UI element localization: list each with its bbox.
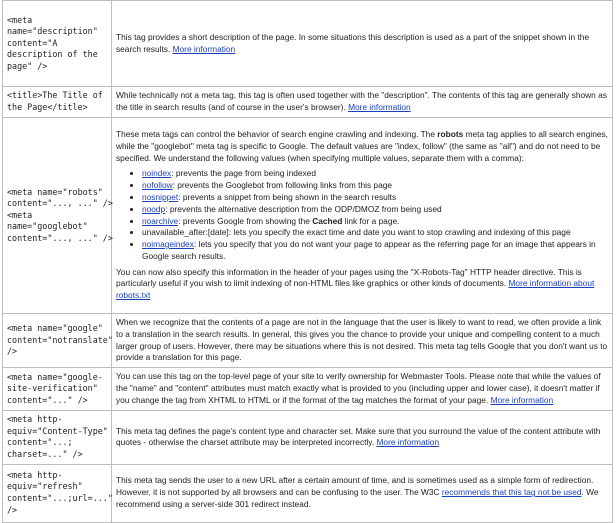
value-link-noimageindex[interactable]: noimageindex <box>142 239 194 250</box>
value-description: unavailable_after:[date]: lets you specify the exact time and date you want to stop crawling and indexing of this page <box>142 227 571 238</box>
description-cell <box>112 1 613 87</box>
list-item <box>142 216 608 228</box>
list-item <box>142 227 608 239</box>
value-description: : prevents the alternative description from the ODP/DMOZ from being used <box>165 203 442 214</box>
list-item <box>142 204 608 216</box>
list-item <box>142 192 608 204</box>
meta-tags-table <box>2 0 613 523</box>
value-description: : prevents the Googlebot from following links from this page <box>172 180 392 191</box>
list-item <box>142 239 608 263</box>
description-text: This tag provides a short description of the page. In some situations this description is used as a part of the snippet shown in the search results. <box>116 31 590 54</box>
description-text: When we recognize that the contents of a page are not in the language that the user is likely to want to read, we often provide a link to a translation in the search results. In general, this gives you the chance to provide your unique and compelling content to a much larger group of users. However, there may be situations where this is not desired. This meta tag tells Google that you don't want us to provide a translation for this page. <box>116 317 608 363</box>
intro-text-continued: meta tag applies to all search engines, while the "googlebot" meta tag is specific to Google. The default values are "index, follow" (the same as "all") and do not need to be specified. We understand the following values (when specifying multiple values, separate them with a comma): <box>116 128 608 163</box>
meta-tags-table-container <box>2 0 613 523</box>
table-row-description <box>3 1 613 87</box>
description-text: You can use this tag on the top-level page of your site to verify ownership for Webmaster Tools. Please note that while the values of the "name" and "content" attributes must match exactly what is provided to you (including upper and lower case), it doesn't matter if you change the tag from XHTML to HTML or if the format of the tag matches the format of your page. <box>116 371 601 406</box>
more-information-link[interactable]: More information <box>348 102 411 112</box>
robots-values-list <box>116 168 608 262</box>
code-cell: <meta name="google- site-verification" content="..." /> <box>3 368 112 411</box>
code-cell: <title>The Title of the Page</title> <box>3 87 112 118</box>
table-row-site-verification <box>3 368 613 411</box>
description-text: While technically not a meta tag, this tag is often used together with the "description". The contents of this tag are generally shown as the title in search results (and of course in the user's browser). <box>116 90 607 112</box>
table-row-title <box>3 87 613 118</box>
intro-text: These meta tags can control the behavior of search engine crawling and indexing. The <box>116 128 438 139</box>
code-cell: <meta http- equiv="refresh" content="...;url=..." /> <box>3 464 112 522</box>
value-description: : prevents the page from being indexed <box>171 168 316 179</box>
description-cell <box>112 87 613 118</box>
w3c-recommendation-link[interactable]: recommends that this tag not be used <box>441 487 582 498</box>
value-link-noindex[interactable]: noindex <box>142 168 172 179</box>
outro-text: You can now also specify this information in the header of your pages using the "X-Robots-Tag" HTTP header directive. This is particularly useful if you wish to limit indexing of non-HTML files like graphics or other kinds of documents. <box>116 266 582 289</box>
description-cell <box>112 464 613 522</box>
description-cell <box>112 368 613 411</box>
table-row-refresh <box>3 464 613 522</box>
value-description: : prevents Google from showing the <box>178 215 313 226</box>
more-information-link[interactable]: More information <box>490 395 554 406</box>
value-link-noodp[interactable]: noodp <box>142 203 166 214</box>
table-row-robots <box>3 118 613 314</box>
intro-bold-term: robots <box>437 128 464 139</box>
description-cell <box>112 118 613 314</box>
robots-intro <box>116 129 608 164</box>
table-row-notranslate <box>3 314 613 368</box>
description-cell <box>112 411 613 464</box>
value-description: : lets you specify that you do not want your page to appear as the referring page for an image that appears in Google search results. <box>142 239 596 261</box>
description-cell <box>112 314 613 368</box>
value-bold-term: Cached <box>312 215 343 226</box>
robots-outro <box>116 267 608 302</box>
value-description: : prevents a snippet from being shown in the search results <box>178 191 397 202</box>
more-information-link[interactable]: More information <box>376 437 440 448</box>
code-cell: <meta name="google" content="notranslate" /> <box>3 314 112 368</box>
value-link-nosnippet[interactable]: nosnippet <box>142 191 179 202</box>
code-cell: <meta name="robots" content="..., ..." /> <meta name="googlebot" content="..., ..." /> <box>3 118 112 314</box>
list-item <box>142 180 608 192</box>
list-item <box>142 168 608 180</box>
code-cell: <meta http- equiv="Content-Type" content="...; charset=..." /> <box>3 411 112 464</box>
robots-txt-link[interactable]: More information about robots.txt <box>116 278 595 301</box>
value-description-end: link for a page. <box>342 215 400 226</box>
description-text-end: . We recommend using a server-side 301 redirect instead. <box>116 487 599 509</box>
table-row-content-type <box>3 411 613 464</box>
description-text: This meta tag sends the user to a new URL after a certain amount of time, and is sometimes used as a simple form of redirection. However, it is not supported by all browsers and can be confusing to the user. The W3C <box>116 475 594 498</box>
code-cell: <meta name="description" content="A description of the page" /> <box>3 1 112 87</box>
value-link-nofollow[interactable]: nofollow <box>142 180 173 191</box>
description-text: This meta tag defines the page's content type and character set. Make sure that you surround the value of the content attribute with quotes - otherwise the charset attribute may be interpreted incorrectly. <box>116 425 601 448</box>
value-link-noarchive[interactable]: noarchive <box>142 215 179 226</box>
more-information-link[interactable]: More information <box>172 43 236 54</box>
